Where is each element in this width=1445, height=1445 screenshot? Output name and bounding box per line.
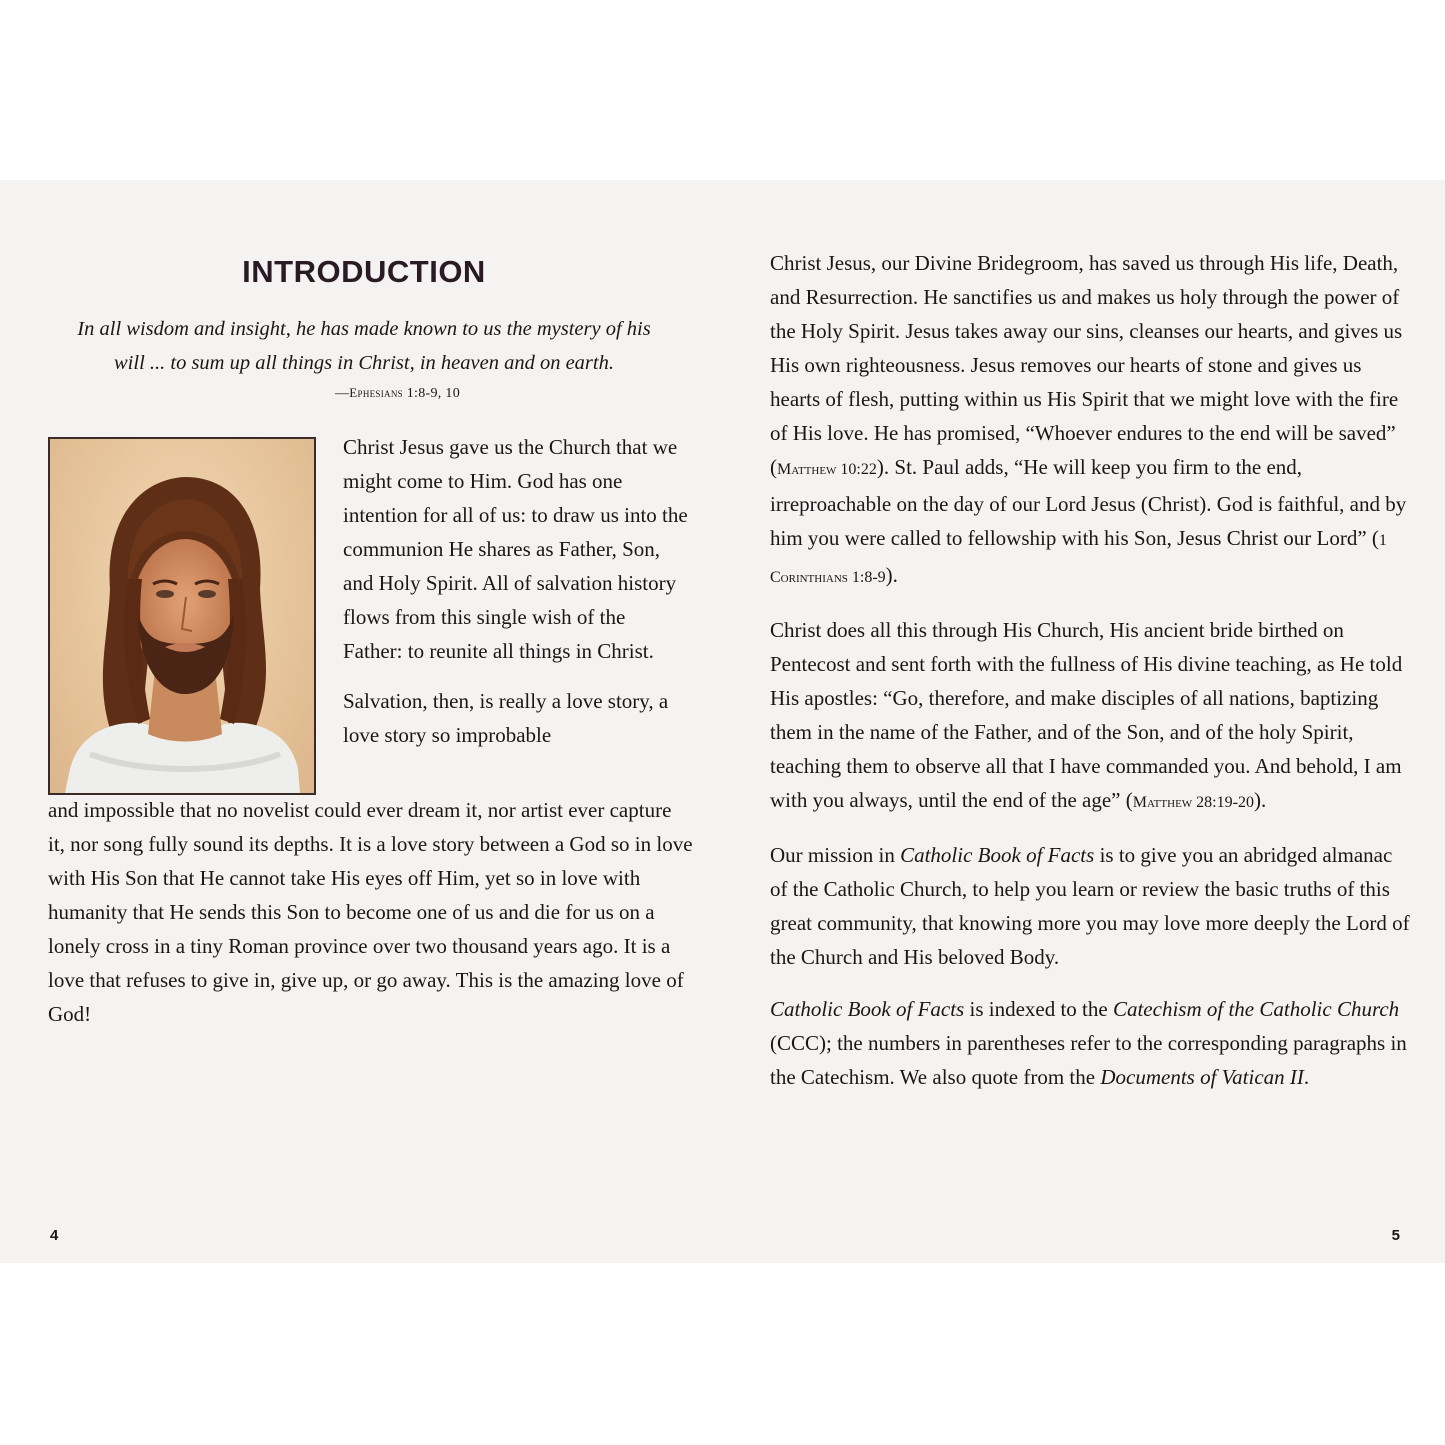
epigraph-line: In all wisdom and insight, he has made known to us the mystery of his <box>77 318 651 340</box>
book-spread <box>0 180 1445 1263</box>
book-title: Catholic Book of Facts <box>770 997 965 1021</box>
scripture-reference: Matthew 28:19-20 <box>1132 794 1254 811</box>
epigraph-line: will ... to sum up all things in Christ, in heaven and on earth. <box>114 352 614 374</box>
right-page <box>722 180 1445 1263</box>
paragraph: Christ Jesus gave us the Church that we might come to Him. God has one intention for all of us: to draw us into the communion He shares as Father, Son, and Holy Spirit. All of salvation history flows from this single wish of the Father: to reunite all things in Christ. <box>343 435 688 663</box>
page-title: INTRODUCTION <box>242 254 486 289</box>
page-number: 4 <box>50 1227 59 1244</box>
paragraph: Our mission in Catholic Book of Facts is to give you an abridged almanac of the Catholic Church, to help you learn or review the basic truths of this great community, that knowing more you may love more deeply the Lord of the Church and His beloved Body. <box>770 843 1410 969</box>
portrait-of-jesus-icon <box>50 439 314 793</box>
citation-ref: 1:8-9, 10 <box>406 386 461 401</box>
paragraph-continued <box>48 793 693 1031</box>
scripture-reference: Matthew 10:22 <box>777 461 877 478</box>
book-title: Catechism of the Catholic Church <box>1112 997 1400 1021</box>
paragraph: Christ does all this through His Church, His ancient bride birthed on Pentecost and sent forth with the fullness of His divine teaching, as He told His apostles: “Go, therefore, and make disciples of all nations, baptizing them in the name of the Father, and of the Son, and of the holy Spirit, teaching them to observe all that I have commanded you. And behold, I am with you always, until the end of the age” (Matthew 28:19-20). <box>770 618 1403 812</box>
left-page <box>0 180 722 1263</box>
paragraph: and impossible that no novelist could ever dream it, nor artist ever capture it, nor song fully sound its depths. It is a love story between a God so in love with His Son that He cannot take His eyes off Him, yet so in love with humanity that He sends this Son to become one of us and die for us on a lonely cross in a tiny Roman province over two thousand years ago. It is a love that refuses to give in, give up, or go away. This is the amazing love of God! <box>48 798 693 1026</box>
epigraph <box>40 312 688 380</box>
scripture-reference: 1 Corinthians 1:8-9 <box>770 532 1387 586</box>
portrait-image <box>48 437 316 795</box>
paragraph: Salvation, then, is really a love story, a love story so improbable <box>343 689 669 747</box>
paragraph: Catholic Book of Facts is indexed to the Catechism of the Catholic Church (CCC); the numbers in parentheses refer to the corresponding paragraphs in the Catechism. We also quote from the Documents of Vatican II. <box>770 997 1407 1089</box>
right-page-text <box>770 246 1410 1112</box>
book-title: Documents of Vatican II <box>1100 1065 1304 1089</box>
citation-book: Ephesians <box>349 385 403 400</box>
paragraph: Christ Jesus, our Divine Bridegroom, has saved us through His life, Death, and Resurrection. He sanctifies us and makes us holy through the power of the Holy Spirit. Jesus takes away our sins, cleanses our hearts, and gives us His own righteousness. Jesus removes our hearts of stone and gives us hearts of flesh, putting within us His Spirit that we might love with the fire of His love. He has promised, “Whoever endures to the end will be saved” (Matthew 10:22). St. Paul adds, “He will keep you firm to the end, irreproachable on the day of our Lord Jesus (Christ). God is faithful, and by him you were called to fellowship with his Son, Jesus Christ our Lord” (1 Corinthians 1:8-9). <box>770 251 1407 587</box>
paragraph-intro <box>343 430 688 768</box>
page-number: 5 <box>1391 1227 1400 1244</box>
book-title: Catholic Book of Facts <box>900 843 1095 867</box>
epigraph-citation: —Ephesians 1:8-9, 10 <box>334 385 461 401</box>
